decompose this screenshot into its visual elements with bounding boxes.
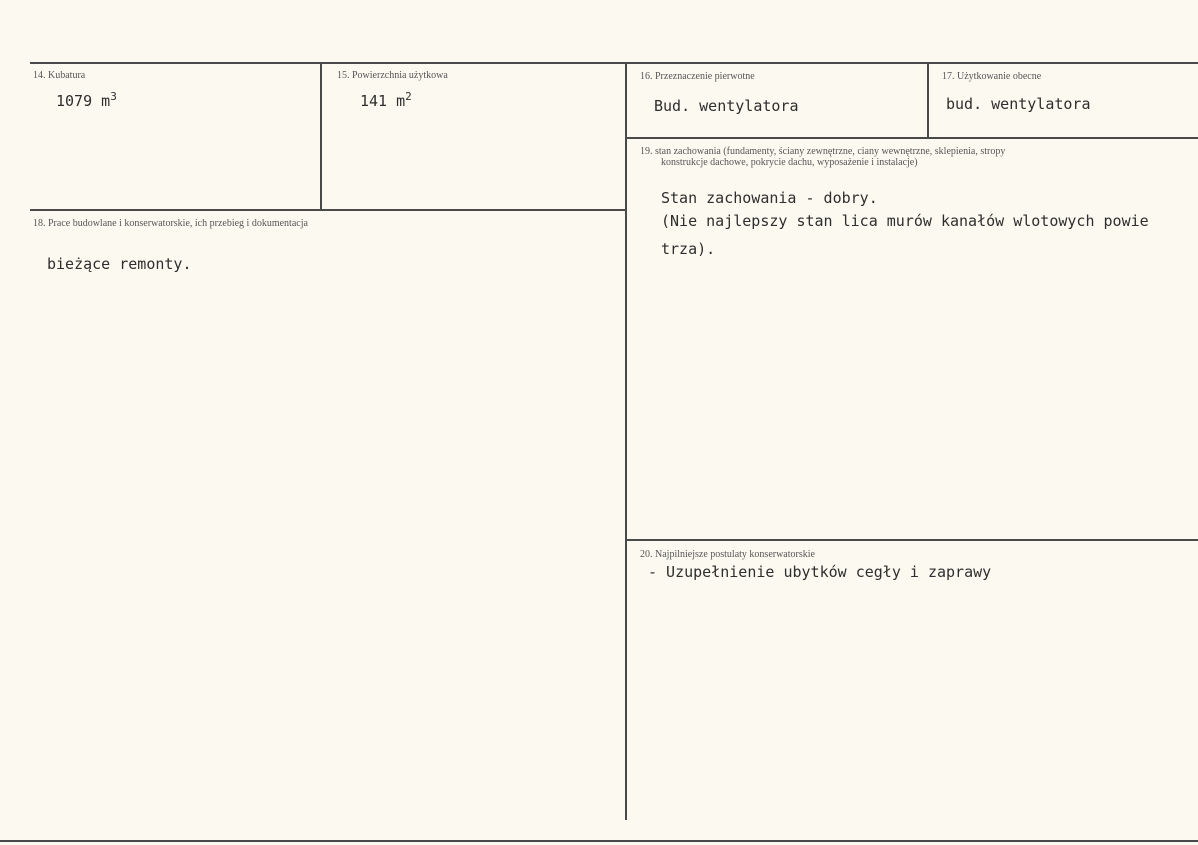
field-17-value: bud. wentylatora xyxy=(946,95,1091,113)
field-16-label: 16. Przeznaczenie pierwotne xyxy=(640,71,755,82)
divider-row-14-18 xyxy=(30,209,626,211)
field-16-value: Bud. wentylatora xyxy=(654,97,799,115)
divider-14-15 xyxy=(320,63,322,210)
bottom-border xyxy=(0,840,1198,842)
field-15-unit-exponent: 2 xyxy=(405,90,412,103)
field-20-value: - Uzupełnienie ubytków cegły i zaprawy xyxy=(648,563,992,581)
field-19-value-line1: Stan zachowania - dobry. xyxy=(661,189,878,207)
field-19-value-line2: (Nie najlepszy stan lica murów kanałów wlotowych powie xyxy=(661,212,1149,230)
divider-16-17 xyxy=(927,63,929,138)
divider-row-19-20 xyxy=(626,539,1198,541)
field-17-label: 17. Użytkowanie obecne xyxy=(942,71,1042,82)
field-19-label-line2: konstrukcje dachowe, pokrycie dachu, wyposażenie i instalacje) xyxy=(661,157,918,168)
field-15-value xyxy=(360,90,412,110)
field-15-number: 141 m xyxy=(360,92,406,110)
field-15-label: 15. Powierzchnia użytkowa xyxy=(337,70,448,81)
top-border xyxy=(30,62,1198,64)
field-14-value xyxy=(56,90,117,110)
field-19-value-line3: trza). xyxy=(661,240,716,258)
divider-row-16-17 xyxy=(626,137,1198,139)
center-divider xyxy=(625,63,627,820)
field-14-label: 14. Kubatura xyxy=(33,70,86,81)
field-19-label-line1: 19. stan zachowania (fundamenty, ściany zewnętrzne, ciany wewnętrzne, sklepienia, stropy xyxy=(640,146,1006,157)
field-18-value: bieżące remonty. xyxy=(47,255,192,273)
field-18-label: 18. Prace budowlane i konserwatorskie, ich przebieg i dokumentacja xyxy=(33,218,308,229)
field-14-number: 1079 m xyxy=(56,92,111,110)
field-20-label: 20. Najpilniejsze postulaty konserwatorskie xyxy=(640,549,815,560)
field-14-unit-exponent: 3 xyxy=(110,90,117,103)
